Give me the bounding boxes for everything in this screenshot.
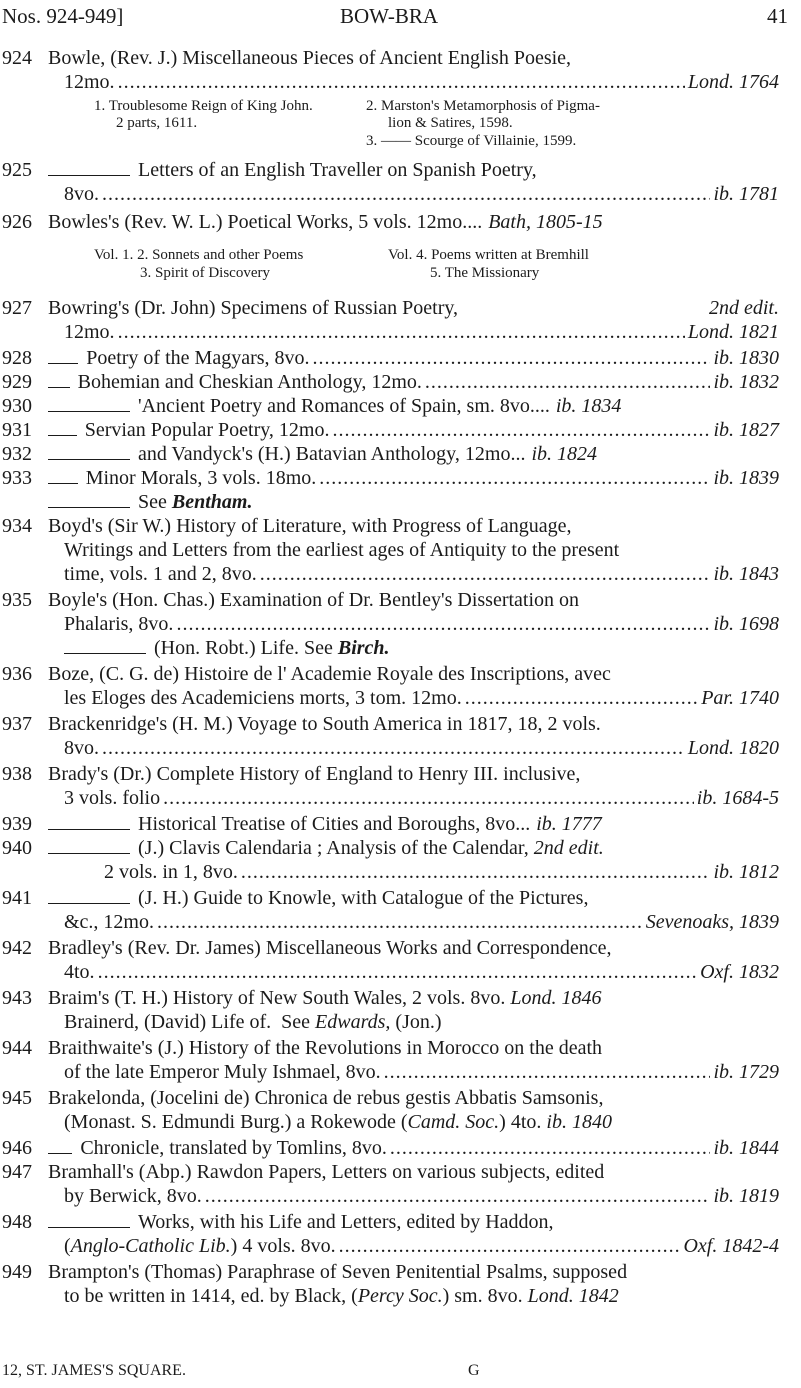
entry-format: 2 vols. in 1, 8vo. [104,861,238,883]
contents-926-c: Vol. 4. Poems written at Bremhill [388,247,589,263]
entry-title: (J. H.) Guide to Knowle, with Catalogue of the Pictures, [138,887,589,909]
society-name: Anglo-Catholic Lib. [70,1235,231,1257]
footer-address: 12, ST. JAMES'S SQUARE. [2,1362,186,1379]
entry-format: by Berwick, 8vo. [64,1185,202,1207]
entry-imprint: ib. 1834 [555,395,622,417]
contents-926-a: Vol. 1. 2. Sonnets and other Poems [94,247,304,263]
entry-number: 929 [2,371,32,393]
entry-imprint: ib. 1684-5 [696,787,779,809]
entry-number: 939 [2,813,32,835]
entry-format: 3 vols. folio [64,787,161,809]
entry-number: 936 [2,663,32,685]
entry-title: Bowle, (Rev. J.) Miscellaneous Pieces of Ancient English Poesie, [48,47,572,69]
entry-number: 943 [2,987,32,1009]
entry-title: Servian Popular Poetry, 12mo. [84,419,330,441]
entry-number: 945 [2,1087,32,1109]
entry-title: Minor Morals, 3 vols. 18mo. [85,467,317,489]
entry-number: 946 [2,1137,32,1159]
entry-number: 948 [2,1211,32,1233]
entry-imprint: Lond. 1820 [687,737,779,759]
entry-title-cont: Writings and Letters from the earliest ages of Antiquity to the present [64,539,620,561]
entry-format: time, vols. 1 and 2, 8vo. [64,563,257,585]
society-name: Camd. Soc. [407,1111,500,1133]
contents-926-b: 3. Spirit of Discovery [140,265,270,281]
entry-imprint: Oxf. 1842-4 [683,1235,779,1257]
entry-number: 926 [2,211,32,233]
entry-number: 942 [2,937,32,959]
entry-title: Historical Treatise of Cities and Boroughs, 8vo... [138,813,531,835]
entry-imprint: ib. 1832 [713,371,779,393]
entry-subject: Brainerd, (David) Life of. [64,1011,272,1033]
entry-title: Braim's (T. H.) History of New South Wales, 2 vols. 8vo. [48,987,506,1009]
entry-format: Phalaris, 8vo. [64,613,174,635]
entry-imprint: ib. 1819 [713,1185,779,1207]
entry-title: Chronicle, translated by Tomlins, 8vo. [80,1137,387,1159]
entry-number: 931 [2,419,32,441]
entry-format: les Eloges des Academiciens morts, 3 tom. 12mo. [64,687,462,709]
entry-imprint: ib. 1840 [546,1111,612,1133]
entry-number: 924 [2,47,32,69]
entry-imprint: ib. 1777 [536,813,602,835]
entry-imprint: ib. 1839 [713,467,779,489]
contents-924-c: 2. Marston's Metamorphosis of Pigma- [366,98,600,114]
page-header [0,0,801,40]
entry-imprint: ib. 1812 [713,861,779,883]
entry-imprint: Par. 1740 [701,687,779,709]
entry-imprint: Lond. 1821 [687,321,779,343]
entry-title: Works, with his Life and Letters, edited by Haddon, [138,1211,554,1233]
entry-format: 12mo. [64,71,115,93]
entry-imprint: ib. 1698 [713,613,779,635]
entry-number: 930 [2,395,32,417]
contents-924-d: lion & Satires, 1598. [388,115,513,131]
entry-title: Boze, (C. G. de) Histoire de l' Academie Royale des Inscriptions, avec [48,663,611,685]
entry-title: 'Ancient Poetry and Romances of Spain, sm. 8vo.... [138,395,550,417]
entry-imprint: Bath, 1805-15 [488,211,603,233]
entry-title: Bramhall's (Abp.) Rawdon Papers, Letters on various subjects, edited [48,1161,605,1183]
cross-reference: Bentham. [171,491,253,513]
entry-title: Brakelonda, (Jocelini de) Chronica de rebus gestis Abbatis Samsonis, [48,1087,604,1109]
entry-imprint: ib. 1830 [713,347,779,369]
contents-924-b: 2 parts, 1611. [116,115,198,131]
signature-mark: G [468,1362,480,1379]
entry-imprint: Oxf. 1832 [700,961,779,983]
catalogue-page: Nos. 924-949] BOW-BRA 41 924 Bowle, (Rev. J.) Miscellaneous Pieces of Ancient English Poesie, 12mo. ..... Lond. 1764 1. Troublesome Reign of King John. 2 parts, 1611. 2. Marston's Metamorphosis of Pigma- lion & Satires, 1598. 3. —— Scourge of Villainie, 1599. 925 Letters of an English Traveller on Spanish Poetry, 8vo. ..... ib. 1781 926 Bowles's (Rev. W. L.) Poetical Works, 5 vols. 12mo.... Bath, 1805-15 Vol. 1. 2. Sonnets and other Poems 3. Spirit of Discovery Vol. 4. Poems written at Bremhill 5. The Missionary 927 Bowring's (Dr. John) Specimens of Russian Poetry, 2nd edit. 12mo. ..... Lond. 1821 928 Poetry of the Magyars, 8vo. ..... ib. 1830 929 Bohemian and Cheskian Anthology, 12mo. ..... ib. 1832 930 'Ancient Poetry and Romances of Spain, sm. 8vo.... ib. 1834 931 Servian Popular Poetry, 12mo. ..... ib. 1827 932 and Vandyck's (H.) Batavian Anthology, 12mo... ib. 1824 933 Minor Morals, 3 vols. 18mo. ..... ib. 1839 See Bentham. 934 Boyd's (Sir W.) History of Literature, with Progress of Language, Writings and Letters from the earliest ages of Antiquity to the present time, vols. 1 and 2, 8vo. ..... ib. 1843 935 Boyle's (Hon. Chas.) Examination of Dr. Bentley's Dissertation on Phalaris, 8vo. ..... ib. 1698 (Hon. Robt.) Life. See Birch. 936 Boze, (C. G. de) Histoire de l' Academie Royale des Inscriptions, avec les Eloges des Academiciens morts, 3 tom. 12mo. ..... Par. 1740 937 Brackenridge's (H. M.) Voyage to South America in 1817, 18, 2 vols. 8vo. ..... Lond. 1820 938 Brady's (Dr.) Complete History of England to Henry III. inclusive, 3 vols. folio ..... ib. 1684-5 939 Historical Treatise of Cities and Boroughs, 8vo... ib. 1777 940 (J.) Clavis Calendaria ; Analysis of the Calendar, 2nd edit. 2 vols. in 1, 8vo. ..... ib. 1812 941 (J. H.) Guide to Knowle, with Catalogue of the Pictures, &c., 12mo. ..... Sevenoaks, 1839 942 Bradley's (Rev. Dr. James) Miscellaneous Works and Correspondence, 4to. ..... Oxf. 1832 943 Braim's (T. H.) History of New South Wales, 2 vols. 8vo. Lond. 1846 Brainerd, (David) Life of. See Edwards, (Jon.) 944 Braithwaite's (J.) History of the Revolutions in Morocco on the death of the late Emperor Muly Ishmael, 8vo. ..... ib. 1729 945 Brakelonda, (Jocelini de) Chronica de rebus gestis Abbatis Samsonis, (Monast. S. Edmundi Burg.) a Rokewode ( Camd. Soc. ) 4to. ib. 1840 946 Chronicle, translated by Tomlins, 8vo. ..... ib. 1844 947 Bramhall's (Abp.) Rawdon Papers, Letters on various subjects, edited by Berwick, 8vo. ..... ib. 1819 948 Works, with his Life and Letters, edited by Haddon, ( Anglo-Catholic Lib. ) 4 vols. 8vo. ..... Oxf. 1842-4 949 Brampton's (Thomas) Paraphrase of Seven Penitential Psalms, supposed to be written in 1414, ed. by Black, ( Percy Soc. ) sm. 8vo. Lond. 1842 12, ST. JAMES'S SQUARE. G [0,0,801,1388]
page-number: 41 [767,4,788,28]
entry-title: Letters of an English Traveller on Spanish Poetry, [138,159,537,181]
entry-title: Bowring's (Dr. John) Specimens of Russian Poetry, [48,297,459,319]
entry-imprint: ib. 1729 [713,1061,779,1083]
entry-title: (J.) Clavis Calendaria ; Analysis of the Calendar, [138,837,529,859]
entry-imprint: ib. 1827 [713,419,779,441]
entry-format: of the late Emperor Muly Ishmael, 8vo. [64,1061,381,1083]
entry-number: 949 [2,1261,32,1283]
entry-imprint: ib. 1843 [713,563,779,585]
contents-924-a: 1. Troublesome Reign of King John. [94,98,313,114]
entry-title: Braithwaite's (J.) History of the Revolutions in Morocco on the death [48,1037,603,1059]
entry-number: 932 [2,443,32,465]
entry-imprint: ib. 1844 [713,1137,779,1159]
entry-number: 935 [2,589,32,611]
entry-imprint: Lond. 1764 [687,71,779,93]
entry-number: 933 [2,467,32,489]
entry-imprint: ib. 1781 [713,183,779,205]
cross-reference: Birch. [337,637,390,659]
entry-title: Boyle's (Hon. Chas.) Examination of Dr. Bentley's Dissertation on [48,589,580,611]
entry-title: Brampton's (Thomas) Paraphrase of Seven Penitential Psalms, supposed [48,1261,628,1283]
contents-924-e: 3. —— Scourge of Villainie, 1599. [366,133,577,149]
entry-title: Poetry of the Magyars, 8vo. [86,347,310,369]
entry-imprint: Lond. 1842 [527,1285,619,1307]
society-name: Percy Soc. [357,1285,443,1307]
header-title: BOW-BRA [340,4,439,28]
entry-number: 927 [2,297,32,319]
cross-reference: Edwards, [315,1011,391,1033]
entry-title: Bradley's (Rev. Dr. James) Miscellaneous Works and Correspondence, [48,937,612,959]
entry-number: 934 [2,515,32,537]
entry-number: 940 [2,837,32,859]
page-footer [2,1362,480,1380]
contents-926-d: 5. The Missionary [430,265,540,281]
entry-edition: 2nd edit. [533,837,604,859]
entry-edition: 2nd edit. [709,297,779,319]
entry-imprint: Sevenoaks, 1839 [645,911,779,933]
entry-format: &c., 12mo. [64,911,154,933]
entry-title: Bohemian and Cheskian Anthology, 12mo. [77,371,422,393]
entry-title: and Vandyck's (H.) Batavian Anthology, 12mo... [138,443,526,465]
entry-number: 947 [2,1161,32,1183]
entry-imprint: Lond. 1846 [510,987,602,1009]
entry-number: 928 [2,347,32,369]
entry-number: 944 [2,1037,32,1059]
entry-title: Brady's (Dr.) Complete History of England to Henry III. inclusive, [48,763,581,785]
entry-format: 8vo. [64,183,99,205]
header-range: Nos. 924-949] [2,4,124,28]
entry-title: Brackenridge's (H. M.) Voyage to South America in 1817, 18, 2 vols. [48,713,601,735]
entry-title: Boyd's (Sir W.) History of Literature, with Progress of Language, [48,515,572,537]
entry-title: Bowles's (Rev. W. L.) Poetical Works, 5 vols. 12mo.... [48,211,483,233]
entry-number: 937 [2,713,32,735]
entry-number: 938 [2,763,32,785]
entry-number: 925 [2,159,32,181]
entry-format: 8vo. [64,737,99,759]
entry-imprint: ib. 1824 [531,443,598,465]
entry-format: 12mo. [64,321,115,343]
entry-format: 4to. [64,961,95,983]
see-also-935: (Hon. Robt.) Life. See [154,637,333,659]
entry-number: 941 [2,887,32,909]
